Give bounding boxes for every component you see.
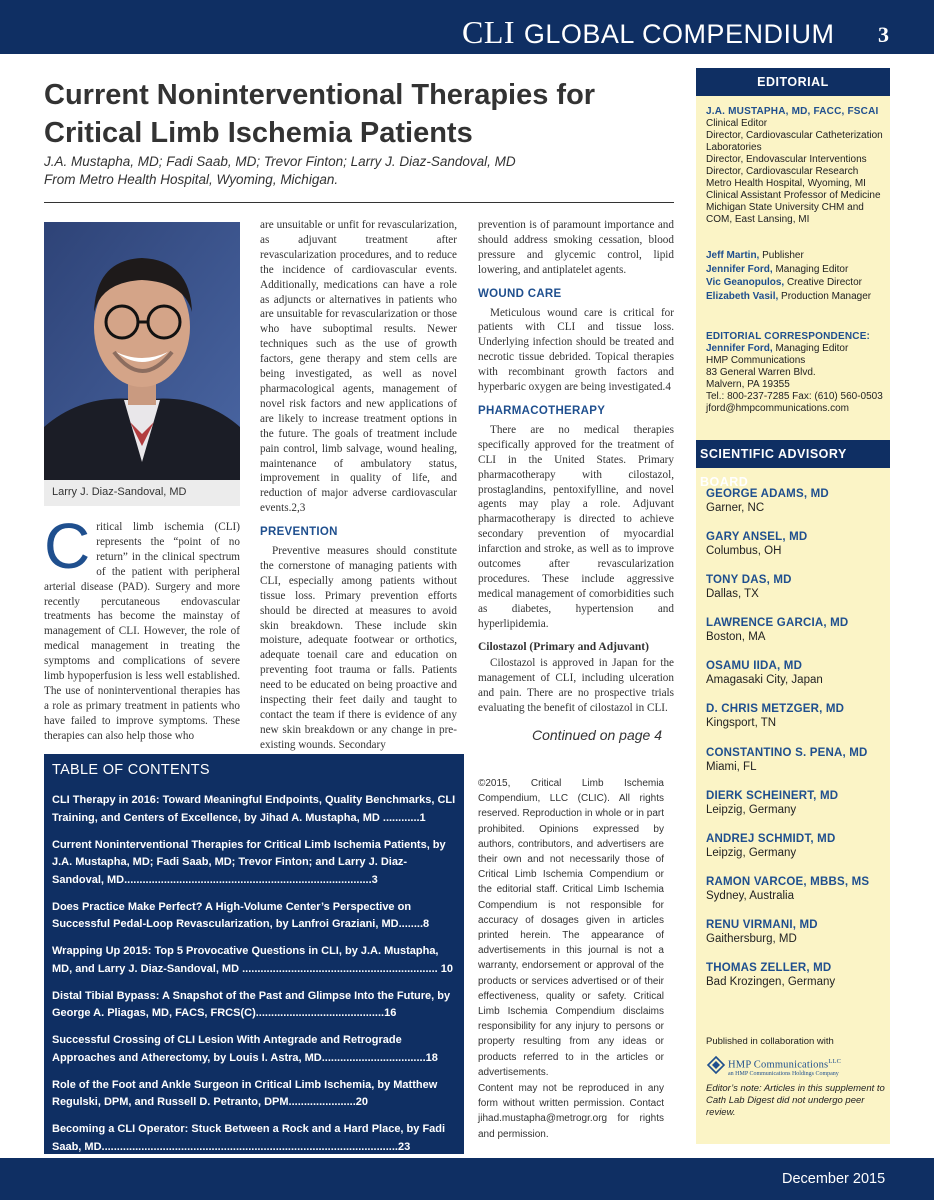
- author-list: J.A. Mustapha, MD; Fadi Saab, MD; Trevor Finton; Larry J. Diaz-Sandoval, MD: [44, 154, 516, 169]
- correspondence-email[interactable]: jford@hmpcommunications.com: [706, 403, 849, 414]
- cilostazol-paragraph: Cilostazol is approved in Japan for the management of CLI, including ulceration and pain. There are no prospective trials evaluating the benefit of cilostazol in CLI.: [478, 657, 674, 715]
- title-divider: [44, 202, 674, 203]
- editors-note: Editor’s note: Articles in this supplement to Cath Lab Digest did not undergo peer review.: [706, 1083, 885, 1118]
- correspondence-name: Jennifer Ford,: [706, 343, 773, 354]
- editor-line: Clinical Editor: [706, 118, 768, 129]
- publication-title-cli: CLI: [462, 14, 516, 50]
- advisory-member: [706, 702, 886, 731]
- member-name: GEORGE ADAMS, MD: [706, 488, 829, 500]
- article-column-2: [260, 218, 457, 753]
- article-column-1: [44, 510, 240, 744]
- section-heading-wound-care: WOUND CARE: [478, 287, 562, 300]
- member-name: RENU VIRMANI, MD: [706, 918, 818, 931]
- staff-name: Vic Geanopulos,: [706, 277, 785, 288]
- member-name: ANDREJ SCHMIDT, MD: [706, 832, 836, 845]
- editor-block: [706, 106, 886, 226]
- editor-line: Clinical Assistant Professor of Medicine: [706, 190, 881, 201]
- hmp-llc: LLC: [828, 1058, 842, 1065]
- member-location: Leipzig, Germany: [706, 846, 797, 859]
- continued-link[interactable]: Continued on page 4: [532, 727, 662, 743]
- toc-item[interactable]: Role of the Foot and Ankle Surgeon in Critical Limb Ischemia, by Matthew Regulski, DPM, and Russell D. Petranto, DPM......................20: [52, 1078, 438, 1108]
- subheading-cilostazol: Cilostazol (Primary and Adjuvant): [478, 640, 649, 653]
- toc-item[interactable]: Wrapping Up 2015: Top 5 Provocative Questions in CLI, by J.A. Mustapha, MD, and Larry J. Diaz-Sandoval, MD ................................................................ 10: [52, 945, 453, 975]
- prevention-continuation: prevention is of paramount importance and should address smoking cessation, blood pressure and glycemic control, lipid lowering, and antiplatelet agents.: [478, 219, 674, 276]
- advisory-member: [706, 832, 886, 861]
- hmp-company-name: [728, 1058, 841, 1071]
- advisory-member: [706, 746, 886, 775]
- issue-date: December 2015: [782, 1171, 886, 1187]
- publication-title: [462, 14, 834, 51]
- member-location: Leipzig, Germany: [706, 803, 797, 816]
- advisory-member: [706, 487, 886, 516]
- section-heading-pharmacotherapy: PHARMACOTHERAPY: [478, 404, 606, 417]
- editorial-header: EDITORIAL: [696, 68, 890, 96]
- staff-entry: [706, 276, 886, 290]
- member-location: Amagasaki City, Japan: [706, 674, 823, 687]
- wound-care-paragraph: Meticulous wound care is critical for patients with CLI and tissue loss. Underlying infection should be treated and necrotic tissue debrided. Topical therapies with recombinant growth factors and hyperbaric oxygen are being investigated.4: [478, 306, 674, 394]
- page-number: 3: [878, 22, 889, 47]
- published-in-collaboration: Published in collaboration with: [706, 1036, 834, 1047]
- staff-entry: [706, 249, 886, 263]
- photo-caption: Larry J. Diaz-Sandoval, MD: [52, 486, 187, 498]
- staff-role: Production Manager: [778, 290, 872, 302]
- member-name: RAMON VARCOE, MBBS, MS: [706, 875, 870, 888]
- hmp-subtitle: an HMP Communications Holdings Company: [728, 1071, 839, 1077]
- editor-line: Director, Cardiovascular Research: [706, 166, 859, 177]
- toc-item[interactable]: Distal Tibial Bypass: A Snapshot of the Past and Glimpse Into the Future, by George A. Pliagas, MD, FACS, FRCS(C)..........................................16: [52, 989, 451, 1019]
- reprint-notice: Content may not be reproduced in any form without written permission. Contact jihad.mustapha@metrogr.org for rights and permission.: [478, 1083, 664, 1140]
- toc-header: TABLE OF CONTENTS: [52, 762, 210, 778]
- toc-list: [52, 792, 458, 1166]
- advisory-board-list: [706, 487, 886, 1004]
- advisory-board-header: SCIENTIFIC ADVISORY BOARD: [696, 440, 890, 468]
- member-name: DIERK SCHEINERT, MD: [706, 789, 839, 802]
- member-name: LAWRENCE GARCIA, MD: [706, 617, 849, 630]
- editor-line: Director, Endovascular Interventions: [706, 154, 867, 165]
- member-name: GARY ANSEL, MD: [706, 531, 808, 544]
- staff-role: Managing Editor: [772, 263, 849, 275]
- correspondence-role: Managing Editor: [772, 343, 849, 354]
- member-location: Bad Krozingen, Germany: [706, 976, 836, 989]
- copyright-notice: ©2015, Critical Limb Ischemia Compendium, LLC (CLIC). All rights reserved. Reproduction in whole or in part prohibited. Opinions expressed by authors, contributors, and advertisers are their own and not necessarily those of Critical Limb Ischemia Compendium or the editorial staff. Critical Limb Ischemia Compendium is not responsible for accuracy of dosages given in articles printed herein. The appearance of advertisements in this journal is not a warranty, endorsement or approval of the products or services advertised or of their effectiveness, quality or safety. Critical Limb Ischemia Compendium disclaims responsibility for any injury to persons or property resulting from any ideas or products referred to in the articles or advertisements.: [478, 778, 664, 1078]
- advisory-member: [706, 659, 886, 688]
- member-name: D. CHRIS METZGER, MD: [706, 703, 845, 716]
- correspondence-line: Tel.: 800-237-7285 Fax: (610) 560-0503: [706, 391, 883, 402]
- member-name: CONSTANTINO S. PENA, MD: [706, 746, 868, 759]
- advisory-member: [706, 573, 886, 602]
- member-name: THOMAS ZELLER, MD: [706, 962, 832, 975]
- member-location: Gaithersburg, MD: [706, 932, 797, 945]
- article-column-3: [478, 218, 674, 716]
- author-portrait-image: [44, 222, 240, 480]
- editor-line: Metro Health Hospital, Wyoming, MI: [706, 178, 866, 189]
- dropcap-letter: C: [44, 510, 91, 582]
- staff-name: Elizabeth Vasil,: [706, 290, 779, 302]
- member-name: TONY DAS, MD: [706, 574, 792, 587]
- correspondence-contact: [706, 343, 886, 355]
- article-authors: [44, 153, 684, 189]
- intro-continuation: are unsuitable or unfit for revascularization, as adjuvant treatment after revascularization procedures, and to reduce the incidence of cardiovascular events. Additionally, medications can have a role as adjuncts or alternatives in patients who are unsuitable for revascularization or those who have suboptimal results. Newer techniques such as the use of growth factors, gene therapy and stem cells are being investigated, as well as novel pharmacological agents, management of novel risk factors and new applications of are likely to increase treatment options in the future. The goals of treatment include pain control, limb salvage, wound healing, maintenance of ambulatory status, improvement in quality of life, and reduction of major adverse cardiovascular events.2,3: [260, 219, 457, 515]
- pharmacotherapy-paragraph: There are no medical therapies specifically approved for the treatment of CLI in the United States. Primary pharmacotherapy with cilostazol, prostaglandins, pentoxifylline, and novel agents may play a role. Adjuvant pharmacotherapy is directed to achieve secondary prevention of myocardial infarction and stroke, as well as to improve outcomes after revascularization procedures. These include aggressive medical management of comorbidities such as diabetes, hypertension and hyperlipidemia.: [478, 423, 674, 630]
- staff-name: Jeff Martin,: [706, 250, 760, 261]
- advisory-member: [706, 918, 886, 947]
- section-heading-prevention: PREVENTION: [260, 526, 338, 539]
- intro-paragraph: ritical limb ischemia (CLI) represents the “point of no return” in the clinical spectrum of the patient with peripheral arterial disease (PAD). Surgery and more recently percutaneous endovascular treatments has become the mainstay of management of CLI. However, the role of medical management in treating the symptoms and complications of severe limb hypoperfusion is less well established. The use of noninterventional therapies has a role as primary treatment in patients who have failed to improve symptoms. These therapies can also help those who: [44, 521, 240, 742]
- toc-item[interactable]: Successful Crossing of CLI Lesion With Antegrade and Retrograde Approaches and Atherectomy, by Louis I. Astra, MD..................................18: [52, 1034, 438, 1064]
- staff-entry: [706, 290, 886, 304]
- advisory-member: [706, 789, 886, 818]
- article-title: Current Noninterventional Therapies for Critical Limb Ischemia Patients: [44, 79, 596, 149]
- member-name: OSAMU IIDA, MD: [706, 660, 803, 673]
- toc-item[interactable]: CLI Therapy in 2016: Toward Meaningful Endpoints, Quality Benchmarks, CLI Training, and Centers of Excellence, by Jihad A. Mustapha, MD ............1: [52, 794, 456, 824]
- correspondence-line: HMP Communications: [706, 355, 806, 366]
- author-photo: [44, 222, 240, 480]
- staff-block: [706, 249, 886, 303]
- member-location: Sydney, Australia: [706, 889, 795, 902]
- member-location: Boston, MA: [706, 631, 766, 644]
- advisory-member: [706, 961, 886, 990]
- toc-item[interactable]: Becoming a CLI Operator: Stuck Between a Rock and a Hard Place, by Fadi Saab, MD.................................................................................................23: [52, 1123, 446, 1153]
- member-location: Columbus, OH: [706, 545, 782, 558]
- correspondence-header: EDITORIAL CORRESPONDENCE:: [706, 331, 871, 342]
- staff-name: Jennifer Ford,: [706, 263, 773, 275]
- correspondence-block: [706, 331, 886, 415]
- correspondence-line: 83 General Warren Blvd.: [706, 367, 816, 378]
- correspondence-line: Malvern, PA 19355: [706, 379, 790, 390]
- advisory-member: [706, 616, 886, 645]
- member-location: Miami, FL: [706, 760, 757, 773]
- advisory-member: [706, 530, 886, 559]
- member-location: Dallas, TX: [706, 588, 759, 601]
- hmp-name: HMP Communications: [728, 1059, 829, 1071]
- publication-title-rest: GLOBAL COMPENDIUM: [523, 19, 835, 49]
- staff-role: Creative Director: [784, 277, 862, 288]
- advisory-member: [706, 875, 886, 904]
- member-location: Kingsport, TN: [706, 717, 777, 730]
- staff-entry: [706, 263, 886, 277]
- editor-line: Director, Cardiovascular Catheterization Laboratories: [706, 130, 883, 153]
- member-location: Garner, NC: [706, 502, 765, 514]
- prevention-paragraph: Preventive measures should constitute the cornerstone of managing patients with CLI, especially among patients without tissue loss. Primary prevention efforts should be directed at measures to avoid skin breakdown. These include skin moisture, adequate footwear or orthotics, adequate toenail care and education on preventing foot trauma or falls. Patients need to be educated on being proactive and inspecting their feet daily and taught to contact the team if there is evidence of any new skin breakdown or any change in pre-existing wounds. Secondary: [260, 545, 457, 751]
- staff-role: Publisher: [759, 250, 804, 261]
- toc-item[interactable]: Does Practice Make Perfect? A High-Volume Center’s Perspective on Successful Pedal-Loop Revascularization, by Lanfroi Graziani, MD........8: [52, 900, 430, 930]
- editor-name: J.A. MUSTAPHA, MD, FACC, FSCAI: [706, 106, 879, 117]
- toc-item[interactable]: Current Noninterventional Therapies for Critical Limb Ischemia Patients, by J.A. Mustapha, MD; Fadi Saab, MD; Trevor Finton; and Larry J. Diaz-Sandoval, MD.................................................................................3: [52, 838, 446, 886]
- author-affiliation: From Metro Health Hospital, Wyoming, Michigan.: [44, 172, 339, 187]
- editor-line: Michigan State University CHM and COM, East Lansing, MI: [706, 202, 864, 225]
